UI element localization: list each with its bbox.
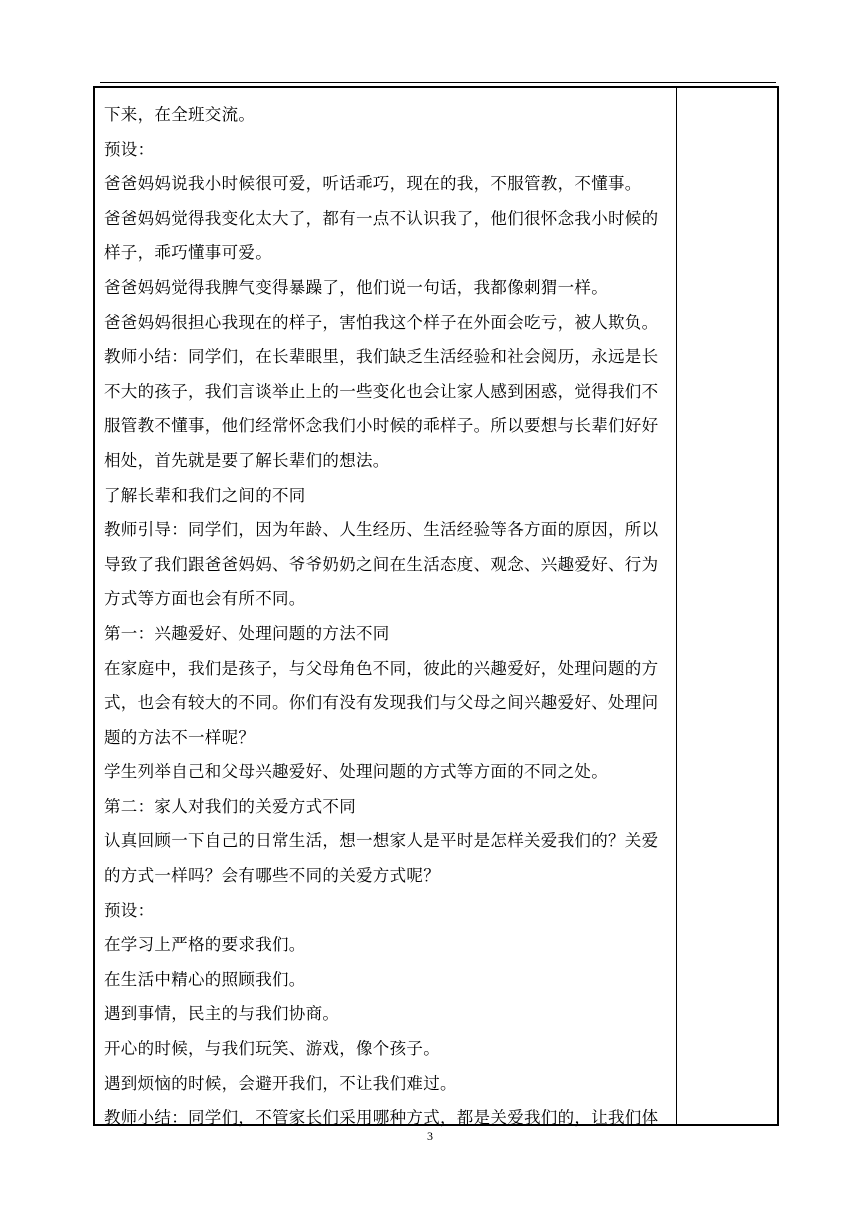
text-line: 下来，在全班交流。 [104,105,256,124]
text-line: 在生活中精心的照顾我们。 [104,969,306,989]
text-line: 服管教不懂事，他们经常怀念我们小时候的乖样子。所以要想与长辈们好好 [104,416,659,436]
text-line: 认真回顾一下自己的日常生活，想一想家人是平时是怎样关爱我们的？关爱 [104,831,659,851]
text-line: 的方式一样吗？会有哪些不同的关爱方式呢？ [104,866,440,886]
text-line: 遇到事情，民主的与我们协商。 [104,1004,340,1024]
text-line: 教师小结：同学们，在长辈眼里，我们缺乏生活经验和社会阅历，永远是长 [104,347,659,367]
text-line: 导致了我们跟爸爸妈妈、爷爷奶奶之间在生活态度、观念、兴趣爱好、行为 [104,554,659,574]
text-line: 教师引导：同学们，因为年龄、人生经历、生活经验等各方面的原因，所以 [104,520,659,540]
page-number: 3 [427,1129,433,1143]
column-divider [676,88,677,1124]
subsection-heading: 第二：家人对我们的关爱方式不同 [104,796,356,816]
text-line: 爸爸妈妈很担心我现在的样子，害怕我这个样子在外面会吃亏，被人欺负。 [104,312,659,332]
text-line: 学生列举自己和父母兴趣爱好、处理问题的方式等方面的不同之处。 [104,762,608,782]
text-line: 样子，乖巧懂事可爱。 [104,243,272,263]
text-line: 在家庭中，我们是孩子，与父母角色不同，彼此的兴趣爱好，处理问题的方 [104,658,659,678]
text-line: 题的方法不一样呢？ [104,727,256,747]
text-line: 方式等方面也会有所不同。 [104,589,306,609]
text-line: 爸爸妈妈觉得我脾气变得暴躁了，他们说一句话，我都像刺猬一样。 [104,277,608,297]
text-line: 相处，首先就是要了解长辈们的想法。 [104,450,390,470]
section-heading: 了解长辈和我们之间的不同 [104,485,306,505]
text-line: 预设： [104,900,155,920]
header-rule [100,82,776,83]
subsection-heading: 第一：兴趣爱好、处理问题的方法不同 [104,623,390,643]
lesson-plan-table [93,86,779,1126]
text-line: 爸爸妈妈觉得我变化太大了，都有一点不认识我了，他们很怀念我小时候的 [104,208,659,228]
text-line: 式，也会有较大的不同。你们有没有发现我们与父母之间兴趣爱好、处理问 [104,693,659,713]
text-line: 爸爸妈妈说我小时候很可爱，听话乖巧，现在的我，不服管教，不懂事。 [104,174,642,194]
text-line: 遇到烦恼的时候，会避开我们，不让我们难过。 [104,1073,457,1093]
text-line: 在学习上严格的要求我们。 [104,935,306,955]
text-line: 不大的孩子，我们言谈举止上的一些变化也会让家人感到困惑，觉得我们不 [104,381,659,401]
lesson-content-cell [104,98,670,1136]
text-line: 教师小结：同学们，不管家长们采用哪种方式，都是关爱我们的，让我们体 [104,1108,659,1128]
text-line: 开心的时候，与我们玩笑、游戏，像个孩子。 [104,1039,440,1059]
text-line: 预设： [104,139,155,159]
